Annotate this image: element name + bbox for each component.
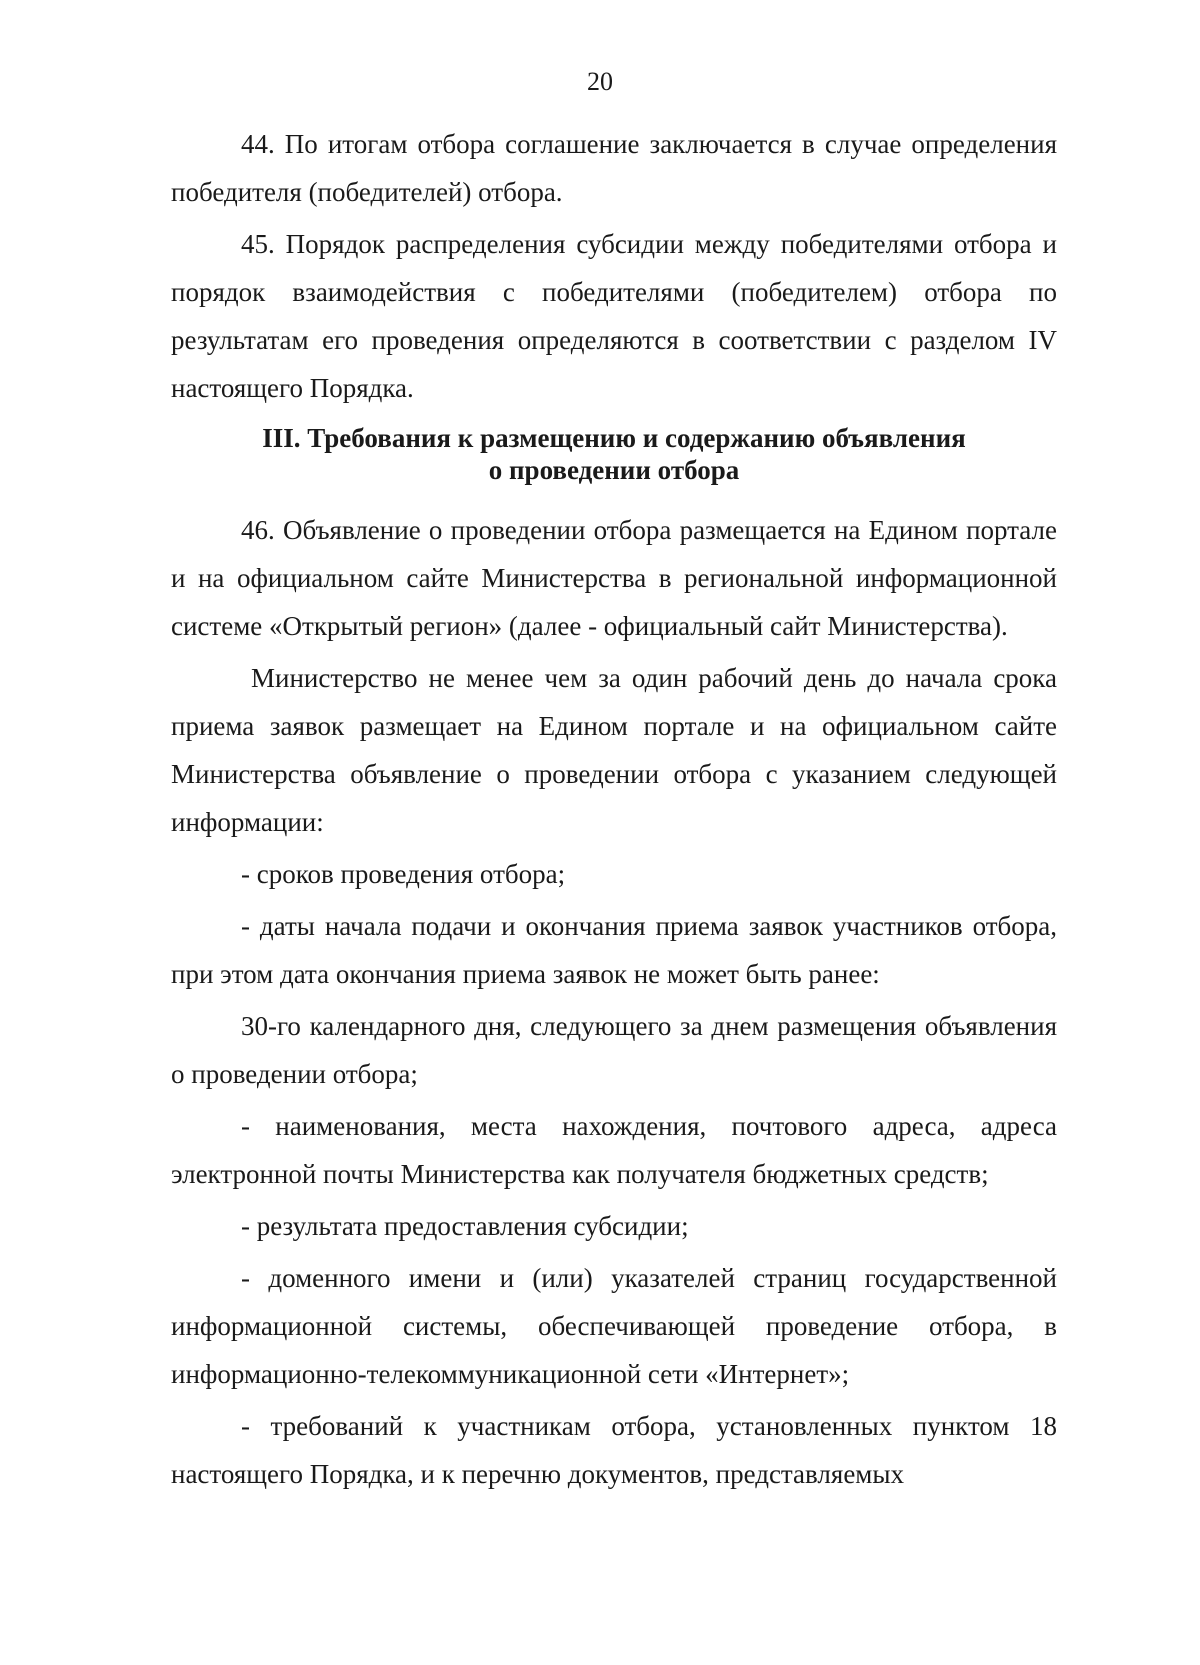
section-heading bbox=[171, 422, 1057, 486]
paragraph-45: 45. Порядок распределения субсидии между победителями отбора и порядок взаимодействия с победителями (победителем) отбора по результатам его проведения определяются в соответствии с разделом IV настоящего Порядка. bbox=[171, 229, 1057, 403]
list-item-selection-terms: - сроков проведения отбора; bbox=[241, 859, 566, 889]
list-item-participant-requirements: - требований к участникам отбора, установленных пунктом 18 настоящего Порядка, и к перечню документов, представляемых bbox=[171, 1411, 1057, 1489]
page-number: 20 bbox=[587, 67, 613, 96]
paragraph-44: 44. По итогам отбора соглашение заключается в случае определения победителя (победителей) отбора. bbox=[171, 129, 1057, 207]
list-item-30th-day: 30-го календарного дня, следующего за днем размещения объявления о проведении отбора; bbox=[171, 1011, 1057, 1089]
paragraph-ministry-announcement: Министерство не менее чем за один рабочий день до начала срока приема заявок размещает на Едином портале и на официальном сайте Министерства объявление о проведении отбора с указанием следующей информации: bbox=[171, 663, 1057, 837]
section-heading-line-2: о проведении отбора bbox=[488, 455, 740, 485]
section-heading-line-1: III. Требования к размещению и содержанию объявления bbox=[262, 423, 966, 453]
paragraph-46: 46. Объявление о проведении отбора размещается на Едином портале и на официальном сайте Министерства в региональной информационной системе «Открытый регион» (далее - официальный сайт Министерства). bbox=[171, 515, 1057, 641]
list-item-application-dates: - даты начала подачи и окончания приема заявок участников отбора, при этом дата окончания приема заявок не может быть ранее: bbox=[171, 911, 1057, 989]
list-item-subsidy-result: - результата предоставления субсидии; bbox=[241, 1211, 689, 1241]
document-body bbox=[171, 120, 1057, 1502]
list-item-ministry-details: - наименования, места нахождения, почтового адреса, адреса электронной почты Министерства как получателя бюджетных средств; bbox=[171, 1111, 1057, 1189]
list-item-domain-name: - доменного имени и (или) указателей страниц государственной информационной системы, обеспечивающей проведение отбора, в информационно-телекоммуникационной сети «Интернет»; bbox=[171, 1263, 1057, 1389]
